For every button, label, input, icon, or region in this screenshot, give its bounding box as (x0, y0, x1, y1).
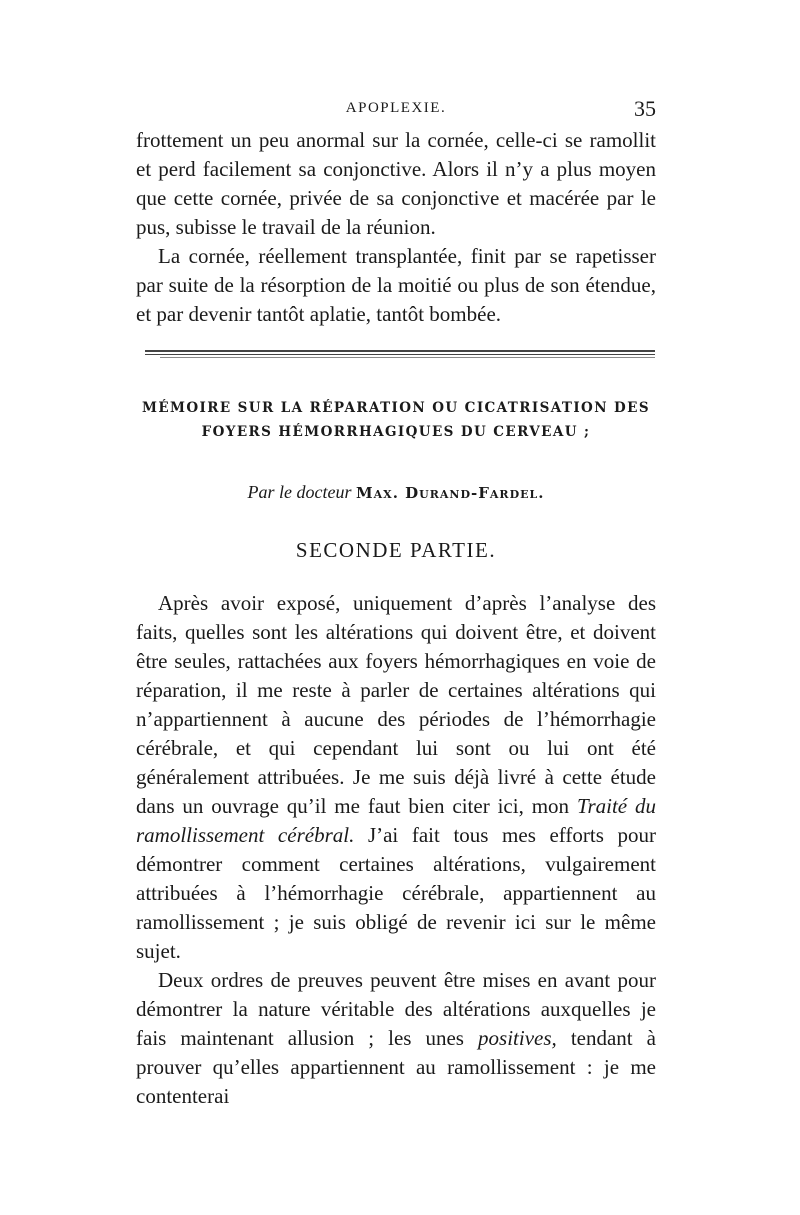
body-paragraph-2 (136, 966, 656, 1111)
section-body (136, 589, 656, 1111)
paragraph-2-text-start: Deux ordres de preuves peuvent être mises en avant pour démontrer la nature véritable des altérations auxquelles je fais maintenant allusion ; les unes (136, 968, 656, 1050)
cited-work-title: Traité du ramollissement cérébral. (136, 794, 656, 847)
body-paragraph-1 (136, 589, 656, 966)
continuation-paragraph-2: La cornée, réellement transplantée, finit par se rapetisser par suite de la résorption de la moitié ou plus de son étendue, et par devenir tantôt aplatie, tantôt bombée. (136, 244, 656, 326)
divider-line-bottom (160, 357, 655, 358)
byline-author: Max. Durand-Fardel. (356, 484, 545, 502)
divider-line-middle (145, 354, 655, 355)
section-divider (145, 350, 655, 358)
continuation-paragraph-1: frottement un peu anormal sur la cornée, celle-ci se ramollit et perd facilement sa conjonctive. Alors il n’y a plus moyen que cette cornée, privée de sa conjonctive et macérée par le pus, subisse le travail de la réunion. (136, 128, 656, 239)
part-heading: SECONDE PARTIE. (295, 538, 497, 562)
running-head (136, 98, 656, 126)
byline-lead: Par le docteur (247, 482, 352, 502)
paragraph-1-text-end: J’ai fait tous mes efforts pour démontrer comment certaines altérations, vulgairement attribuées à l’hémorrhagie cérébrale, appartiennent au ramollissement ; je suis obligé de revenir ici sur le même sujet. (136, 823, 656, 963)
article-title: MÉMOIRE SUR LA RÉPARATION OU CICATRISATION DES FOYERS HÉMORRHAGIQUES DU CERVEAU ; (142, 400, 650, 440)
paragraph-1-text-start: Après avoir exposé, uniquement d’après l’analyse des faits, quelles sont les altérations qui doivent être, et doivent être seules, rattachées aux foyers hémorrhagiques en voie de réparation, il me reste à parler de certaines altérations qui n’appartiennent à aucune des périodes de l’hémorrhagie cérébrale, et qui cependant lui sont ou lui ont été généralement attribuées. Je me suis déjà livré à cette étude dans un ouvrage qu’il me faut bien citer ici, mon (136, 591, 656, 818)
page-number: 35 (634, 96, 656, 121)
continuation-text (136, 126, 656, 329)
divider-line-top (145, 350, 655, 352)
running-title: APOPLEXIE. (345, 100, 447, 116)
byline (136, 482, 656, 503)
paragraph-2-text-end: tendant à prouver qu’elles appartiennent au ramollissement : je me contenterai (136, 1026, 657, 1108)
emphasized-term: positives, (478, 1026, 557, 1050)
